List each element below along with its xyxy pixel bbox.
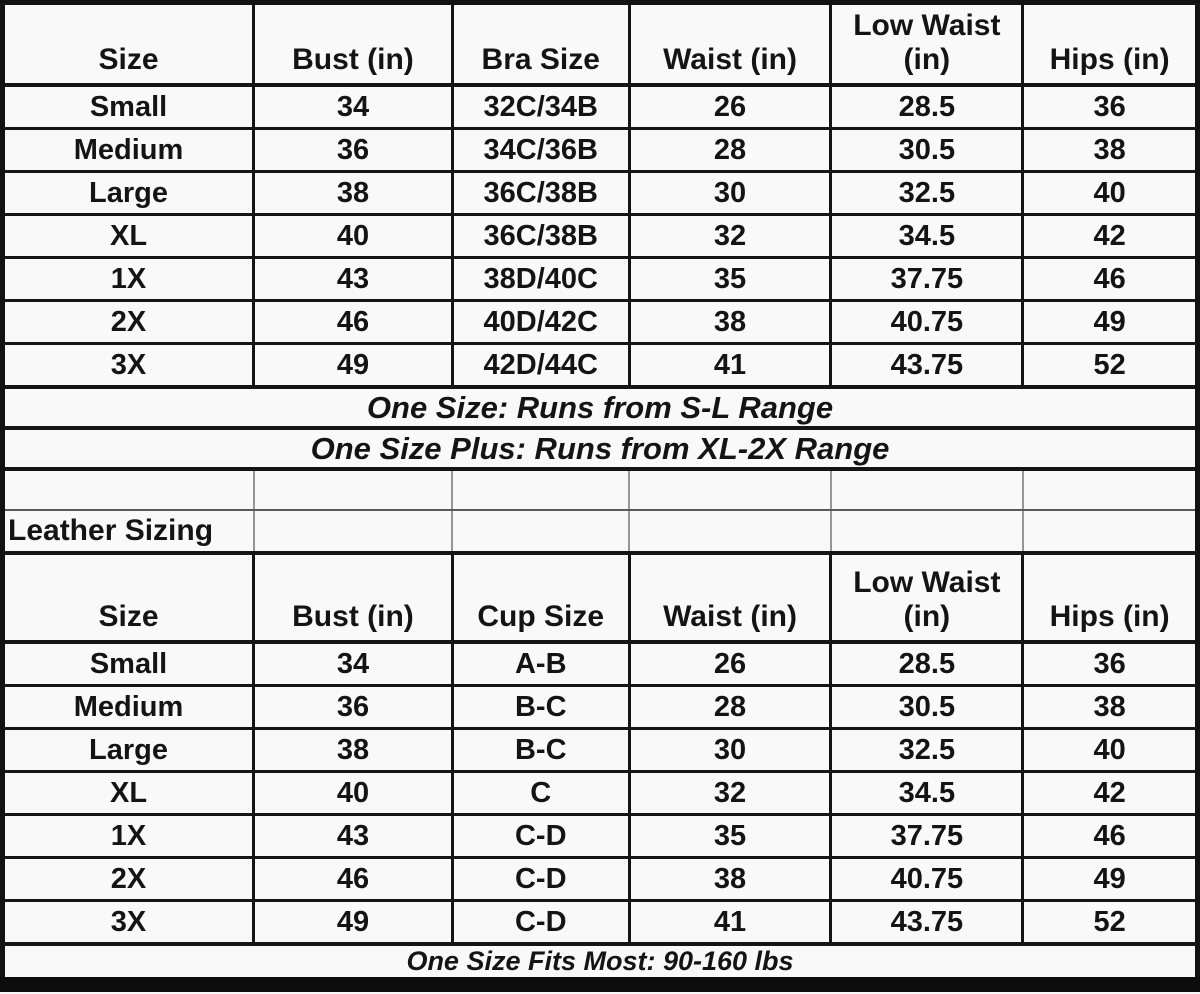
table-cell: 1X xyxy=(3,815,254,858)
table-cell: Small xyxy=(3,85,254,129)
table-cell: 41 xyxy=(629,901,831,945)
table-cell: 36 xyxy=(1023,85,1198,129)
table-cell: A-B xyxy=(452,642,629,686)
table-cell: 30.5 xyxy=(831,686,1023,729)
table-cell: 49 xyxy=(254,344,453,388)
table-cell: 34 xyxy=(254,642,453,686)
table-cell: 30.5 xyxy=(831,129,1023,172)
table-row xyxy=(3,129,1198,172)
table2-notes xyxy=(3,944,1198,977)
table-cell: 1X xyxy=(3,258,254,301)
spacer-row xyxy=(3,469,1198,510)
table-cell: Medium xyxy=(3,686,254,729)
table-row xyxy=(3,858,1198,901)
table-row xyxy=(3,172,1198,215)
column-header-waist: Waist (in) xyxy=(629,553,831,642)
column-header-hips: Hips (in) xyxy=(1023,553,1198,642)
table-cell: 43.75 xyxy=(831,344,1023,388)
table-cell: 28.5 xyxy=(831,85,1023,129)
table-cell: 36C/38B xyxy=(452,215,629,258)
section-label-leather-sizing: Leather Sizing xyxy=(3,510,254,553)
table-row xyxy=(3,258,1198,301)
table-cell: 32 xyxy=(629,772,831,815)
table-cell: 28.5 xyxy=(831,642,1023,686)
note-one-size-plus: One Size Plus: Runs from XL-2X Range xyxy=(3,428,1198,469)
table-cell: 40.75 xyxy=(831,858,1023,901)
section-label-row xyxy=(3,510,1198,553)
spacer-cell xyxy=(452,510,629,553)
table-cell: C-D xyxy=(452,901,629,945)
spacer-cell xyxy=(1023,469,1198,510)
column-header-size: Size xyxy=(3,3,254,86)
table1-header-row xyxy=(3,3,1198,86)
table-cell: 32.5 xyxy=(831,172,1023,215)
table-cell: B-C xyxy=(452,686,629,729)
table-cell: 42 xyxy=(1023,772,1198,815)
table-cell: 38 xyxy=(254,172,453,215)
note-one-size-fits-most: One Size Fits Most: 90-160 lbs xyxy=(3,944,1198,977)
column-header-waist: Waist (in) xyxy=(629,3,831,86)
spacer-cell xyxy=(831,510,1023,553)
table-cell: 38 xyxy=(254,729,453,772)
table-cell: 37.75 xyxy=(831,258,1023,301)
table-row xyxy=(3,85,1198,129)
column-header-size: Size xyxy=(3,553,254,642)
table-cell: 35 xyxy=(629,815,831,858)
table-cell: 36 xyxy=(254,129,453,172)
table-cell: 49 xyxy=(254,901,453,945)
table-cell: 2X xyxy=(3,301,254,344)
table-cell: 40 xyxy=(1023,729,1198,772)
note-row-one-size-plus xyxy=(3,428,1198,469)
table-cell: 26 xyxy=(629,642,831,686)
table2-body xyxy=(3,642,1198,944)
table-cell: 37.75 xyxy=(831,815,1023,858)
table-cell: 38 xyxy=(629,858,831,901)
column-header-hips: Hips (in) xyxy=(1023,3,1198,86)
table-cell: 34C/36B xyxy=(452,129,629,172)
table-cell: Large xyxy=(3,729,254,772)
spacer-cell xyxy=(3,469,254,510)
table-row xyxy=(3,215,1198,258)
table-cell: 32C/34B xyxy=(452,85,629,129)
spacer-cell xyxy=(831,469,1023,510)
column-header-bust: Bust (in) xyxy=(254,553,453,642)
table-cell: 38D/40C xyxy=(452,258,629,301)
table-cell: 2X xyxy=(3,858,254,901)
table2-header xyxy=(3,553,1198,642)
note-row-one-size-fits-most xyxy=(3,944,1198,977)
table-cell: 3X xyxy=(3,344,254,388)
table-cell: 43 xyxy=(254,815,453,858)
table-cell: C-D xyxy=(452,815,629,858)
table-cell: 3X xyxy=(3,901,254,945)
spacer-cell xyxy=(629,469,831,510)
table-cell: 34 xyxy=(254,85,453,129)
column-header-bra-size: Bra Size xyxy=(452,3,629,86)
table-cell: 46 xyxy=(1023,258,1198,301)
table-cell: 46 xyxy=(254,301,453,344)
table-cell: Small xyxy=(3,642,254,686)
table-cell: B-C xyxy=(452,729,629,772)
section-divider xyxy=(3,469,1198,553)
table-cell: 26 xyxy=(629,85,831,129)
table-cell: 49 xyxy=(1023,858,1198,901)
table1-notes xyxy=(3,387,1198,469)
table-cell: 52 xyxy=(1023,344,1198,388)
spacer-cell xyxy=(254,469,453,510)
table-cell: 38 xyxy=(629,301,831,344)
table-cell: XL xyxy=(3,215,254,258)
table-cell: 36C/38B xyxy=(452,172,629,215)
table-cell: 38 xyxy=(1023,686,1198,729)
table-cell: 42 xyxy=(1023,215,1198,258)
table-cell: 41 xyxy=(629,344,831,388)
table-cell: 40 xyxy=(254,772,453,815)
table-row xyxy=(3,344,1198,388)
table-cell: 42D/44C xyxy=(452,344,629,388)
table-cell: 36 xyxy=(1023,642,1198,686)
table2-header-row xyxy=(3,553,1198,642)
table-cell: 40 xyxy=(1023,172,1198,215)
table-cell: 49 xyxy=(1023,301,1198,344)
table-row xyxy=(3,901,1198,945)
table-cell: 46 xyxy=(254,858,453,901)
table-cell: 32 xyxy=(629,215,831,258)
table-cell: 30 xyxy=(629,172,831,215)
table-cell: 34.5 xyxy=(831,215,1023,258)
table-row xyxy=(3,642,1198,686)
table-cell: 40 xyxy=(254,215,453,258)
table-cell: 43 xyxy=(254,258,453,301)
table-row xyxy=(3,686,1198,729)
table-cell: 36 xyxy=(254,686,453,729)
table-cell: XL xyxy=(3,772,254,815)
spacer-cell xyxy=(254,510,453,553)
table-cell: 43.75 xyxy=(831,901,1023,945)
table-cell: 46 xyxy=(1023,815,1198,858)
table-cell: Large xyxy=(3,172,254,215)
table1-body xyxy=(3,85,1198,387)
table-row xyxy=(3,729,1198,772)
table-row xyxy=(3,772,1198,815)
column-header-bust: Bust (in) xyxy=(254,3,453,86)
table-row xyxy=(3,815,1198,858)
table-cell: 28 xyxy=(629,129,831,172)
table-row xyxy=(3,301,1198,344)
table-cell: 52 xyxy=(1023,901,1198,945)
spacer-cell xyxy=(1023,510,1198,553)
table-cell: 40.75 xyxy=(831,301,1023,344)
table-cell: C xyxy=(452,772,629,815)
note-row-one-size xyxy=(3,387,1198,428)
table-cell: 28 xyxy=(629,686,831,729)
column-header-low-waist: Low Waist (in) xyxy=(831,553,1023,642)
table-cell: 38 xyxy=(1023,129,1198,172)
bottom-bar xyxy=(0,977,1200,992)
table-cell: Medium xyxy=(3,129,254,172)
table-cell: 30 xyxy=(629,729,831,772)
table1-header xyxy=(3,3,1198,86)
table-cell: C-D xyxy=(452,858,629,901)
column-header-cup-size: Cup Size xyxy=(452,553,629,642)
table-cell: 35 xyxy=(629,258,831,301)
note-one-size: One Size: Runs from S-L Range xyxy=(3,387,1198,428)
spacer-cell xyxy=(629,510,831,553)
spacer-cell xyxy=(452,469,629,510)
table-cell: 40D/42C xyxy=(452,301,629,344)
table-cell: 34.5 xyxy=(831,772,1023,815)
table-cell: 32.5 xyxy=(831,729,1023,772)
column-header-low-waist: Low Waist (in) xyxy=(831,3,1023,86)
